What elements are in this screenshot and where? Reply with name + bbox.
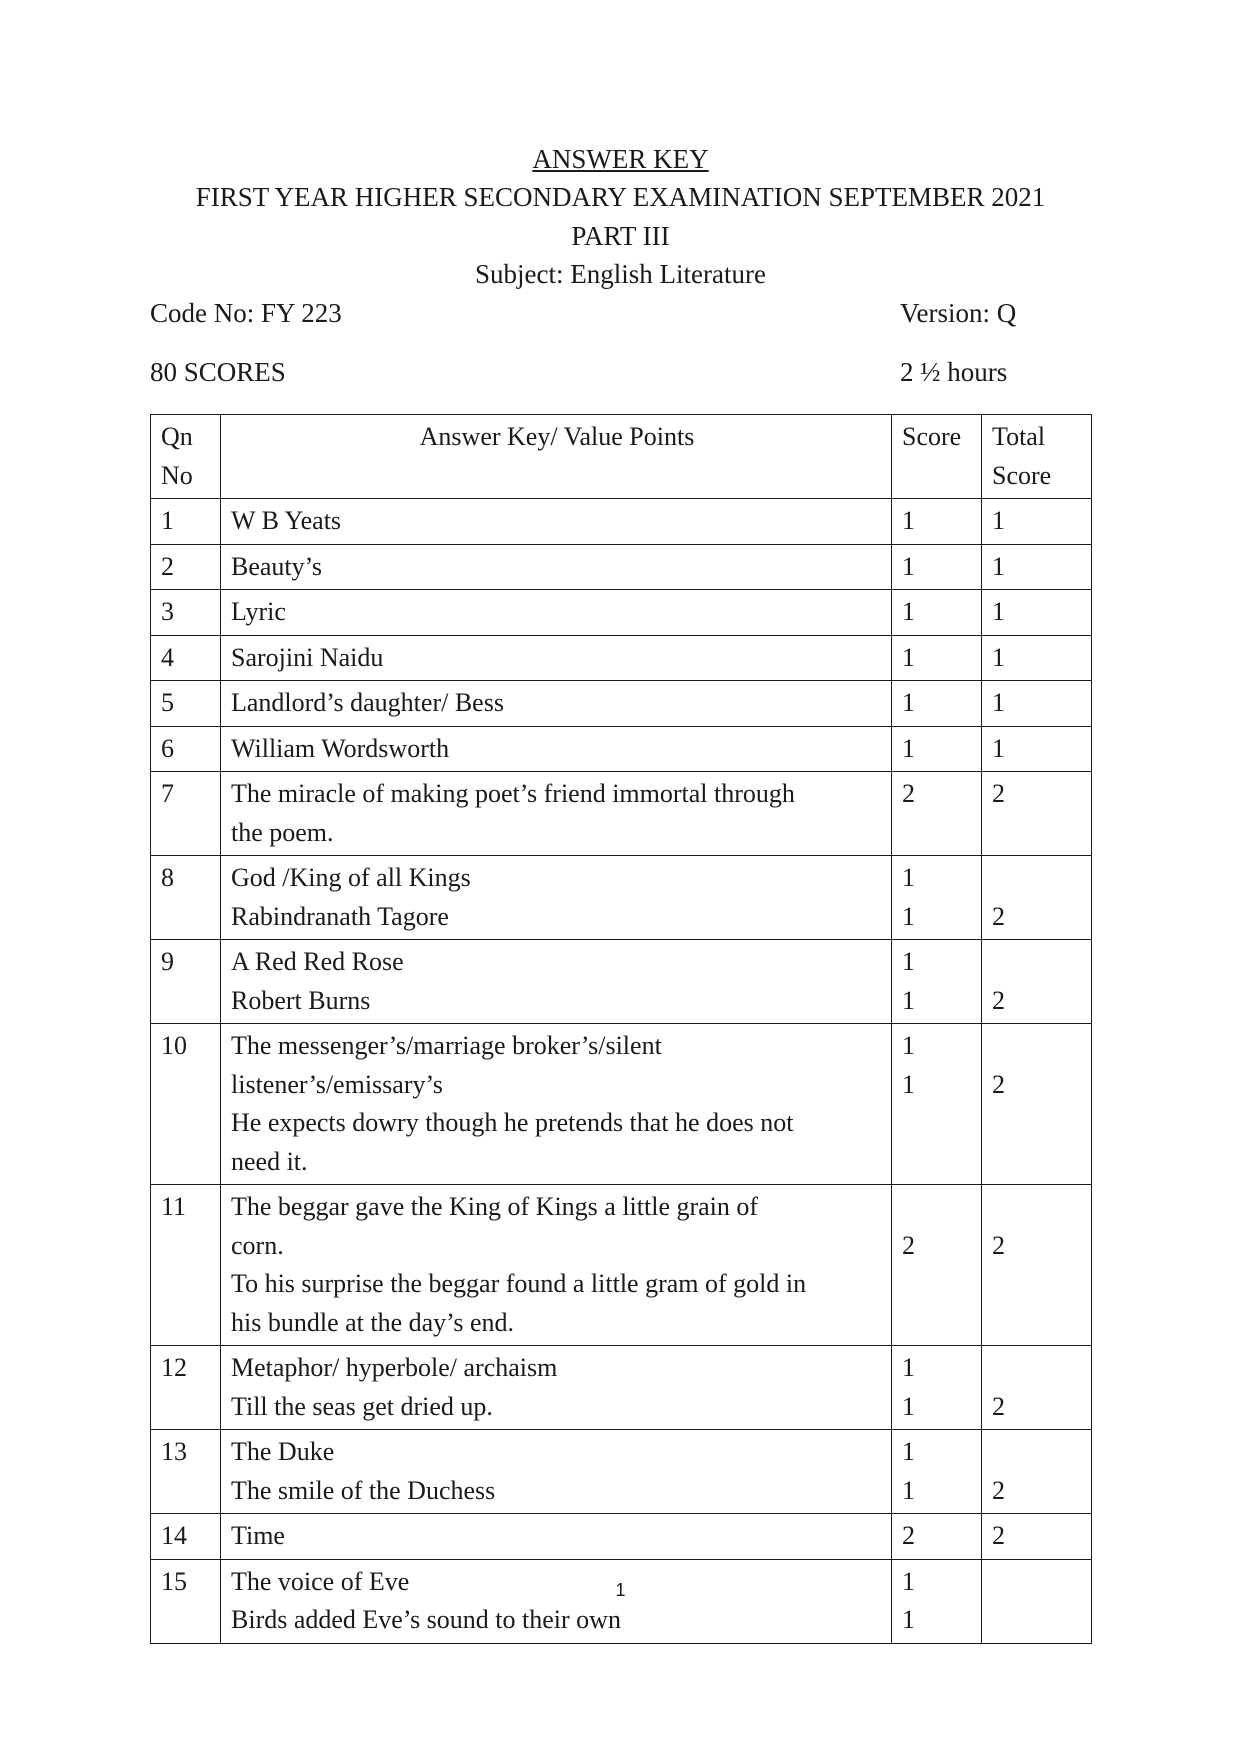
question-number: 3 — [151, 590, 221, 636]
header-total-score — [982, 415, 1092, 499]
score-value: 1 — [902, 1475, 915, 1505]
score-cell — [892, 772, 982, 856]
answer-line: The smile of the Duchess — [231, 1475, 496, 1505]
total-cell — [982, 544, 1092, 590]
header-score: Score — [892, 415, 982, 499]
total-cell — [982, 1185, 1092, 1346]
answer-line: Till the seas get dried up. — [231, 1391, 493, 1421]
score-value: 2 — [902, 779, 915, 808]
score-cell — [892, 726, 982, 772]
table-row — [151, 635, 1092, 681]
table-row — [151, 856, 1092, 940]
answer-line: Sarojini Naidu — [231, 642, 384, 672]
total-value: 2 — [992, 779, 1005, 808]
total-cell — [982, 590, 1092, 636]
score-value: 1 — [902, 1437, 915, 1466]
score-value: 1 — [902, 506, 915, 535]
page-number: 1 — [615, 1580, 626, 1600]
total-value: 2 — [992, 1475, 1005, 1505]
score-value: 1 — [902, 1069, 915, 1099]
answer-cell — [221, 1430, 892, 1514]
total-cell — [982, 1514, 1092, 1560]
question-number: 7 — [151, 772, 221, 856]
score-cell — [892, 499, 982, 545]
question-number: 1 — [151, 499, 221, 545]
answer-line: Lyric — [231, 597, 286, 626]
header-total-line: Total — [992, 422, 1046, 451]
max-scores: 80 SCORES — [150, 357, 286, 387]
score-value: 1 — [902, 1031, 915, 1060]
score-value: 1 — [902, 1353, 915, 1382]
answer-line: The miracle of making poet’s friend immortal through — [231, 779, 795, 808]
score-cell — [892, 544, 982, 590]
score-cell — [892, 681, 982, 727]
answer-line: Metaphor/ hyperbole/ archaism — [231, 1353, 558, 1382]
answer-cell — [221, 1185, 892, 1346]
exam-title: FIRST YEAR HIGHER SECONDARY EXAMINATION SEPTEMBER 2021 — [195, 182, 1046, 212]
answer-line: the poem. — [231, 817, 334, 847]
question-number: 4 — [151, 635, 221, 681]
answer-line: He expects dowry though he pretends that he does not — [231, 1108, 794, 1137]
answer-key-table — [150, 414, 1092, 1644]
answer-line: corn. — [231, 1230, 284, 1260]
answer-line: Landlord’s daughter/ Bess — [231, 688, 504, 717]
answer-cell — [221, 940, 892, 1024]
answer-line: William Wordsworth — [231, 733, 450, 763]
total-value: 2 — [992, 1230, 1005, 1260]
header-score-line: Score — [992, 460, 1052, 490]
code-number: Code No: FY 223 — [150, 298, 342, 328]
score-cell — [892, 1559, 982, 1643]
answer-line: Time — [231, 1521, 285, 1550]
total-value — [992, 859, 1083, 898]
table-row — [151, 1185, 1092, 1346]
answer-cell — [221, 1346, 892, 1430]
table-header-row — [151, 415, 1092, 499]
duration: 2 ½ hours — [900, 357, 1008, 387]
score-value: 1 — [902, 733, 915, 763]
total-value — [992, 1188, 1083, 1227]
answer-cell — [221, 772, 892, 856]
total-value: 1 — [992, 551, 1005, 581]
table-row — [151, 1559, 1092, 1643]
total-value: 1 — [992, 642, 1005, 672]
table-row — [151, 1430, 1092, 1514]
subject-label: Subject: English Literature — [475, 259, 766, 289]
score-value: 1 — [902, 1605, 915, 1634]
answer-cell — [221, 635, 892, 681]
header-no-line: No — [161, 460, 193, 490]
question-number: 6 — [151, 726, 221, 772]
score-value: 1 — [902, 863, 915, 892]
answer-line: The voice of Eve — [231, 1566, 410, 1596]
table-row — [151, 590, 1092, 636]
question-number: 15 — [151, 1559, 221, 1643]
score-cell — [892, 1185, 982, 1346]
table-row — [151, 544, 1092, 590]
total-value: 2 — [992, 1391, 1005, 1421]
answer-cell — [221, 1024, 892, 1185]
table-row — [151, 681, 1092, 727]
answer-line: To his surprise the beggar found a little gram of gold in — [231, 1269, 807, 1298]
header-answer: Answer Key/ Value Points — [221, 415, 892, 499]
total-cell — [982, 940, 1092, 1024]
table-row — [151, 1024, 1092, 1185]
question-number: 12 — [151, 1346, 221, 1430]
answer-cell — [221, 1559, 892, 1643]
answer-cell — [221, 1514, 892, 1560]
total-value: 1 — [992, 506, 1005, 535]
total-value: 2 — [992, 1521, 1005, 1550]
question-number: 5 — [151, 681, 221, 727]
answer-line: his bundle at the day’s end. — [231, 1307, 515, 1337]
total-value: 2 — [992, 1069, 1005, 1099]
answer-line: The messenger’s/marriage broker’s/silent — [231, 1031, 662, 1060]
answer-cell — [221, 544, 892, 590]
total-cell — [982, 635, 1092, 681]
score-value: 2 — [902, 1230, 915, 1260]
total-value — [992, 1027, 1083, 1066]
question-number: 13 — [151, 1430, 221, 1514]
score-value: 1 — [902, 1566, 915, 1596]
total-cell — [982, 1430, 1092, 1514]
total-value: 1 — [992, 733, 1005, 763]
document-title: ANSWER KEY — [532, 144, 709, 174]
question-number: 14 — [151, 1514, 221, 1560]
table-row — [151, 499, 1092, 545]
table-row — [151, 772, 1092, 856]
score-cell — [892, 590, 982, 636]
total-value: 2 — [992, 901, 1005, 931]
answer-cell — [221, 726, 892, 772]
score-cell — [892, 856, 982, 940]
score-cell — [892, 1514, 982, 1560]
score-value: 1 — [902, 688, 915, 717]
score-value: 2 — [902, 1521, 915, 1550]
answer-line: God /King of all Kings — [231, 863, 471, 892]
answer-line: The Duke — [231, 1437, 335, 1466]
answer-line: listener’s/emissary’s — [231, 1069, 443, 1099]
answer-line: need it. — [231, 1146, 308, 1176]
score-cell — [892, 1024, 982, 1185]
score-cell — [892, 635, 982, 681]
total-value — [992, 1433, 1083, 1472]
total-value: 1 — [992, 688, 1005, 717]
answer-line: Rabindranath Tagore — [231, 901, 449, 931]
answer-line: The beggar gave the King of Kings a little grain of — [231, 1192, 759, 1221]
total-cell — [982, 856, 1092, 940]
answer-line: Robert Burns — [231, 985, 371, 1015]
score-cell — [892, 940, 982, 1024]
total-cell — [982, 1559, 1092, 1643]
table-row — [151, 1346, 1092, 1430]
total-value — [992, 1349, 1083, 1388]
score-cell — [892, 1430, 982, 1514]
header-qn-line: Qn — [161, 422, 193, 451]
version-label: Version: Q — [900, 298, 1017, 328]
question-number: 9 — [151, 940, 221, 1024]
score-value: 1 — [902, 901, 915, 931]
score-value: 1 — [902, 597, 915, 626]
answer-cell — [221, 590, 892, 636]
score-cell — [892, 1346, 982, 1430]
table-row — [151, 1514, 1092, 1560]
total-value: 1 — [992, 597, 1005, 626]
total-cell — [982, 1346, 1092, 1430]
question-number: 10 — [151, 1024, 221, 1185]
answer-line: A Red Red Rose — [231, 947, 404, 976]
answer-cell — [221, 856, 892, 940]
table-row — [151, 726, 1092, 772]
answer-line: Birds added Eve’s sound to their own — [231, 1605, 621, 1634]
score-value: 1 — [902, 551, 915, 581]
total-cell — [982, 1024, 1092, 1185]
score-value: 1 — [902, 985, 915, 1015]
score-value — [902, 1188, 973, 1227]
table-row — [151, 940, 1092, 1024]
total-cell — [982, 726, 1092, 772]
total-cell — [982, 499, 1092, 545]
score-value: 1 — [902, 1391, 915, 1421]
question-number: 8 — [151, 856, 221, 940]
question-number: 11 — [151, 1185, 221, 1346]
total-cell — [982, 772, 1092, 856]
total-cell — [982, 681, 1092, 727]
header-qn-no — [151, 415, 221, 499]
question-number: 2 — [151, 544, 221, 590]
answer-cell — [221, 499, 892, 545]
answer-line: W B Yeats — [231, 506, 342, 535]
total-value — [992, 943, 1083, 982]
answer-line: Beauty’s — [231, 551, 322, 581]
score-value: 1 — [902, 642, 915, 672]
score-value: 1 — [902, 947, 915, 976]
part-label: PART III — [571, 221, 670, 251]
total-value: 2 — [992, 985, 1005, 1015]
answer-cell — [221, 681, 892, 727]
